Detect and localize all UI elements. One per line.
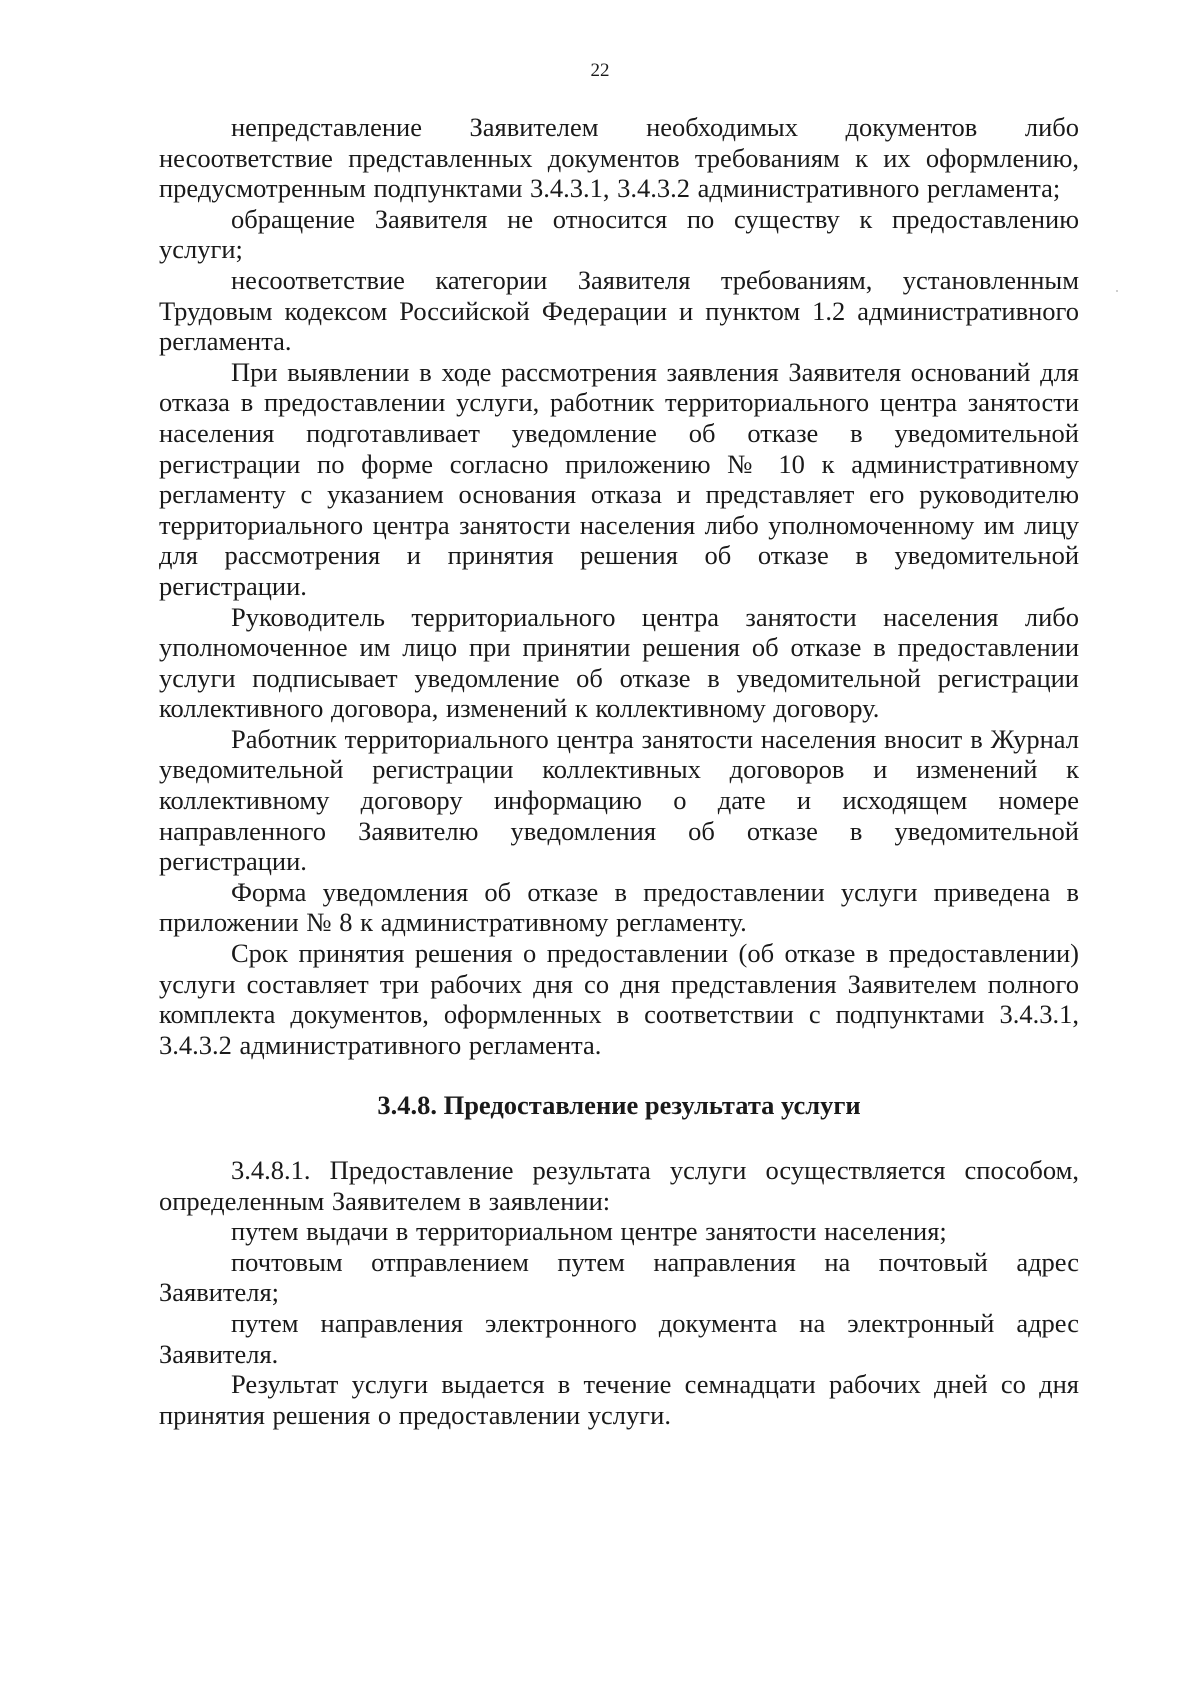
paragraph: путем направления электронного документа на электронный адрес Заявителя. <box>159 1307 1079 1369</box>
paragraph: Форма уведомления об отказе в предоставлении услуги приведена в приложении № 8 к административному регламенту. <box>159 876 1079 938</box>
scan-artifact <box>1116 290 1118 292</box>
paragraph: При выявлении в ходе рассмотрения заявления Заявителя оснований для отказа в предоставлении услуги, работник территориального центра занятости населения подготавливает уведомление об отказе в уведомительной регистрации по форме согласно приложению № 10 к административному регламенту с указанием основания отказа и представляет его руководителю территориального центра занятости населения либо уполномоченному им лицу для рассмотрения и принятия решения об отказе в уведомительной регистрации. <box>159 356 1079 601</box>
paragraph: несоответствие категории Заявителя требованиям, установленным Трудовым кодексом Российской Федерации и пунктом 1.2 административного регламента. <box>159 264 1079 357</box>
document-body <box>159 112 1079 1430</box>
section-heading: 3.4.8. Предоставление результата услуги <box>377 1090 861 1121</box>
paragraph: непредставление Заявителем необходимых документов либо несоответствие представленных документов требованиям к их оформлению, предусмотренным подпунктами 3.4.3.1, 3.4.3.2 административного регламента; <box>159 112 1079 204</box>
paragraph: обращение Заявителя не относится по существу к предоставлению услуги; <box>159 203 1079 265</box>
paragraph: 3.4.8.1. Предоставление результата услуги осуществляется способом, определенным Заявителем в заявлении: <box>159 1155 1079 1216</box>
paragraph: Результат услуги выдается в течение семнадцати рабочих дней со дня принятия решения о предоставлении услуги. <box>159 1369 1079 1430</box>
paragraph: Руководитель территориального центра занятости населения либо уполномоченное им лицо при принятии решения об отказе в предоставлении услуги подписывает уведомление об отказе в уведомительной регистрации коллективного договора, изменений к коллективному договору. <box>159 601 1079 724</box>
paragraph: Срок принятия решения о предоставлении (об отказе в предоставлении) услуги составляет три рабочих дня со дня представления Заявителем полного комплекта документов, оформленных в соответствии с подпунктами 3.4.3.1, 3.4.3.2 административного регламента. <box>159 938 1079 1060</box>
paragraph: путем выдачи в территориальном центре занятости населения; <box>231 1216 947 1247</box>
paragraph: Работник территориального центра занятости населения вносит в Журнал уведомительной регистрации коллективных договоров и изменений к коллективному договору информацию о дате и исходящем номере направленного Заявителю уведомления об отказе в уведомительной регистрации. <box>159 723 1079 877</box>
page-number: 22 <box>590 60 610 81</box>
paragraph: почтовым отправлением путем направления на почтовый адрес Заявителя; <box>159 1246 1079 1308</box>
